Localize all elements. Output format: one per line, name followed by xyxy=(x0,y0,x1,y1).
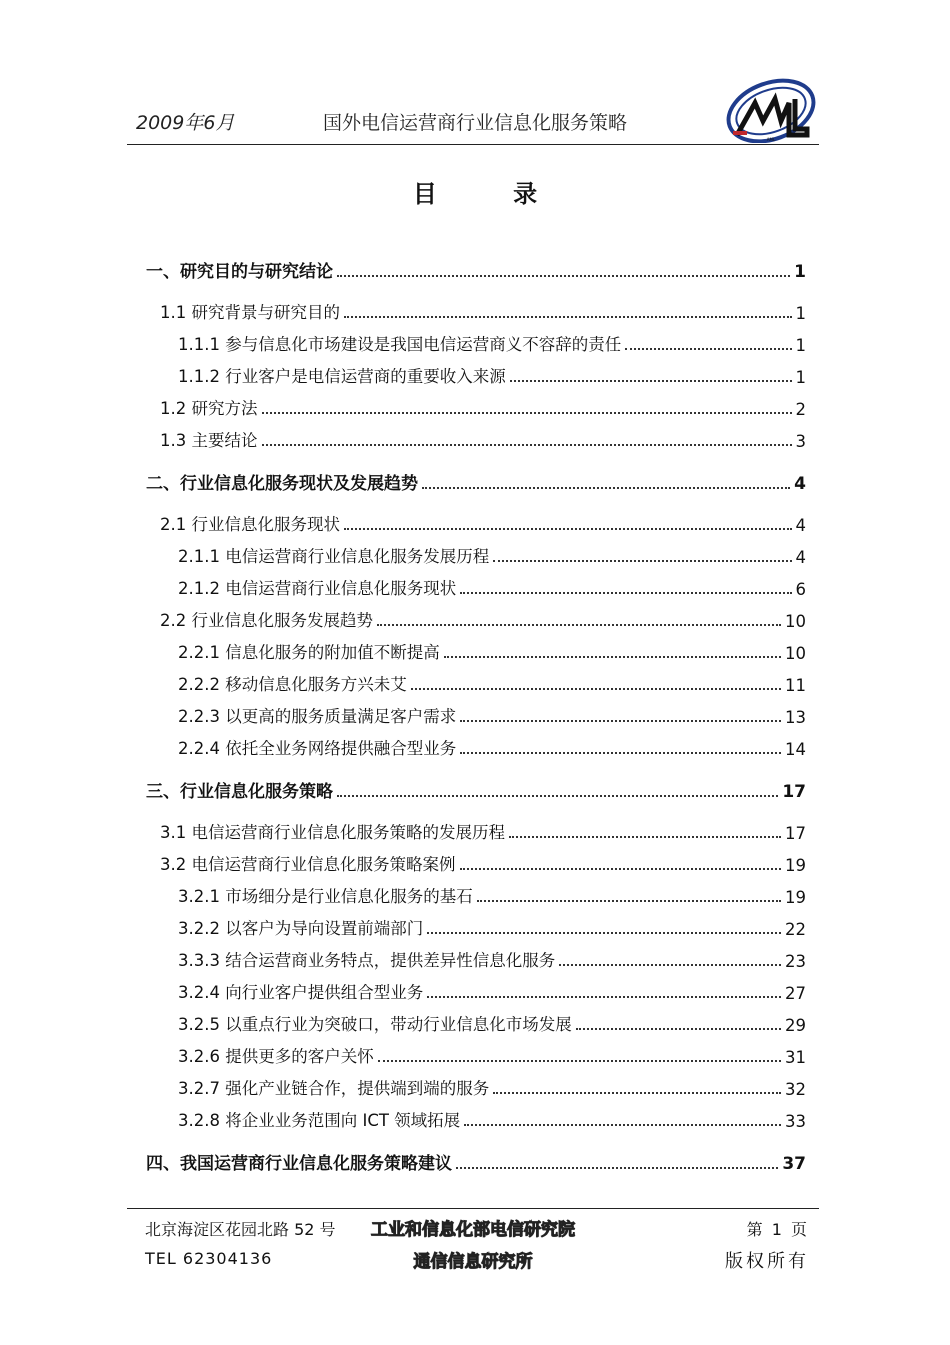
toc-entry[interactable] xyxy=(146,1105,806,1131)
toc-entry-page: 13 xyxy=(785,708,806,727)
toc-leader-dots xyxy=(477,899,781,902)
toc-entry-page: 10 xyxy=(785,612,806,631)
toc-entry[interactable] xyxy=(146,1009,806,1035)
toc-entry-label: 2.1.1 电信运营商行业信息化服务发展历程 xyxy=(178,547,490,566)
toc-entry-page: 22 xyxy=(785,920,806,939)
toc-leader-dots xyxy=(510,379,792,382)
toc-entry-label: 四、我国运营商行业信息化服务策略建议 xyxy=(146,1154,452,1174)
toc-entry[interactable] xyxy=(146,1148,806,1174)
toc-leader-dots xyxy=(337,274,790,277)
toc-entry-label: 3.2.1 市场细分是行业信息化服务的基石 xyxy=(178,887,473,906)
toc-entry-label: 3.2.8 将企业业务范围向 ICT 领域拓展 xyxy=(178,1111,461,1130)
toc-entry-label: 三、行业信息化服务策略 xyxy=(146,782,333,802)
toc-entry[interactable] xyxy=(146,945,806,971)
toc-entry-page: 4 xyxy=(795,548,806,567)
toc-entry[interactable] xyxy=(146,1041,806,1067)
toc-entry-page: 10 xyxy=(785,644,806,663)
toc-entry-label: 3.2 电信运营商行业信息化服务策略案例 xyxy=(160,855,456,874)
footer-page-number: 第 1 页 xyxy=(746,1220,809,1239)
toc-entry-page: 33 xyxy=(785,1112,806,1131)
toc-entry-page: 17 xyxy=(782,782,806,802)
toc-entry-page: 1 xyxy=(795,336,806,355)
toc-entry[interactable] xyxy=(146,361,806,387)
toc-entry-page: 37 xyxy=(782,1154,806,1174)
toc-entry[interactable] xyxy=(146,605,806,631)
footer-copyright: 版权所有 xyxy=(725,1251,809,1272)
toc-entry-page: 4 xyxy=(794,474,806,494)
toc-entry[interactable] xyxy=(146,913,806,939)
toc-entry-page: 32 xyxy=(785,1080,806,1099)
logo-text: AML xyxy=(766,137,776,142)
toc-entry-label: 2.2.4 依托全业务网络提供融合型业务 xyxy=(178,739,457,758)
toc-leader-dots xyxy=(576,1027,781,1030)
toc-entry[interactable] xyxy=(146,881,806,907)
toc-entry-label: 1.2 研究方法 xyxy=(160,399,258,418)
toc-entry[interactable] xyxy=(146,468,806,494)
toc-leader-dots xyxy=(422,486,790,489)
toc-entry-page: 19 xyxy=(785,856,806,875)
toc-entry[interactable] xyxy=(146,256,806,282)
toc-entry[interactable] xyxy=(146,817,806,843)
page-header xyxy=(127,75,819,145)
toc-entry[interactable] xyxy=(146,393,806,419)
toc-leader-dots xyxy=(493,559,791,562)
toc-entry-label: 1.1.2 行业客户是电信运营商的重要收入来源 xyxy=(178,367,506,386)
toc-leader-dots xyxy=(460,591,791,594)
header-title: 国外电信运营商行业信息化服务策略 xyxy=(323,112,628,134)
header-date: 2009年6月 xyxy=(136,112,235,134)
toc-entry-label: 2.1 行业信息化服务现状 xyxy=(160,515,340,534)
footer-tel: TEL 62304136 xyxy=(145,1249,273,1268)
toc-leader-dots xyxy=(464,1123,781,1126)
toc-leader-dots xyxy=(427,931,781,934)
toc-leader-dots xyxy=(262,443,792,446)
toc-entry[interactable] xyxy=(146,977,806,1003)
toc-entry-page: 14 xyxy=(785,740,806,759)
toc-entry-label: 1.1.1 参与信息化市场建设是我国电信运营商义不容辞的责任 xyxy=(178,335,622,354)
toc-title: 目 录 xyxy=(412,180,572,208)
toc-leader-dots xyxy=(337,794,778,797)
toc-entry-page: 4 xyxy=(795,516,806,535)
toc-leader-dots xyxy=(559,963,781,966)
toc-entry-label: 3.2.2 以客户为导向设置前端部门 xyxy=(178,919,424,938)
toc-entry[interactable] xyxy=(146,701,806,727)
toc-entry-label: 3.3.3 结合运营商业务特点，提供差异性信息化服务 xyxy=(178,951,556,970)
toc-entry-page: 23 xyxy=(785,952,806,971)
toc-entry[interactable] xyxy=(146,573,806,599)
toc-entry-page: 2 xyxy=(795,400,806,419)
toc-entry-label: 一、研究目的与研究结论 xyxy=(146,262,333,282)
toc-leader-dots xyxy=(344,527,792,530)
toc-entry-label: 2.2 行业信息化服务发展趋势 xyxy=(160,611,373,630)
toc-entry[interactable] xyxy=(146,669,806,695)
toc-entry[interactable] xyxy=(146,425,806,451)
toc-entry-page: 6 xyxy=(795,580,806,599)
toc-entry[interactable] xyxy=(146,329,806,355)
toc-leader-dots xyxy=(444,655,781,658)
toc-entry-page: 3 xyxy=(795,432,806,451)
toc-entry-label: 二、行业信息化服务现状及发展趋势 xyxy=(146,474,418,494)
toc-entry-label: 1.1 研究背景与研究目的 xyxy=(160,303,340,322)
toc-entry-label: 3.2.4 向行业客户提供组合型业务 xyxy=(178,983,424,1002)
page-footer xyxy=(127,1208,819,1279)
toc-entry-label: 2.2.3 以更高的服务质量满足客户需求 xyxy=(178,707,457,726)
toc-entry-page: 27 xyxy=(785,984,806,1003)
toc-leader-dots xyxy=(460,719,781,722)
institute-logo xyxy=(723,77,819,143)
toc-leader-dots xyxy=(344,315,792,318)
toc-leader-dots xyxy=(460,867,782,870)
toc-entry-label: 3.2.5 以重点行业为突破口，带动行业信息化市场发展 xyxy=(178,1015,572,1034)
toc-entry-label: 2.1.2 电信运营商行业信息化服务现状 xyxy=(178,579,457,598)
toc-entry[interactable] xyxy=(146,509,806,535)
toc-leader-dots xyxy=(625,347,791,350)
toc-entry[interactable] xyxy=(146,776,806,802)
toc-entry-label: 3.2.6 提供更多的客户关怀 xyxy=(178,1047,374,1066)
footer-address: 北京海淀区花园北路 52 号 xyxy=(145,1220,336,1239)
footer-institute: 工业和信息化部电信研究院 xyxy=(371,1220,575,1240)
toc-entry[interactable] xyxy=(146,637,806,663)
toc-entry-page: 19 xyxy=(785,888,806,907)
toc-entry-page: 11 xyxy=(785,676,806,695)
toc-entry-label: 2.2.2 移动信息化服务方兴未艾 xyxy=(178,675,407,694)
toc-leader-dots xyxy=(460,751,781,754)
toc-entry-page: 29 xyxy=(785,1016,806,1035)
toc-entry-page: 1 xyxy=(795,304,806,323)
toc-entry[interactable] xyxy=(146,849,806,875)
toc-entry-label: 1.3 主要结论 xyxy=(160,431,258,450)
toc-leader-dots xyxy=(378,1059,781,1062)
toc-leader-dots xyxy=(509,835,781,838)
toc-entry[interactable] xyxy=(146,1073,806,1099)
toc-leader-dots xyxy=(262,411,792,414)
toc-entry-page: 1 xyxy=(794,262,806,282)
toc-leader-dots xyxy=(377,623,781,626)
toc-entry-label: 2.2.1 信息化服务的附加值不断提高 xyxy=(178,643,440,662)
toc-leader-dots xyxy=(427,995,781,998)
toc-leader-dots xyxy=(493,1091,781,1094)
toc-entry-page: 1 xyxy=(795,368,806,387)
toc-entry[interactable] xyxy=(146,733,806,759)
toc-entry-label: 3.2.7 强化产业链合作，提供端到端的服务 xyxy=(178,1079,490,1098)
toc-entry-label: 3.1 电信运营商行业信息化服务策略的发展历程 xyxy=(160,823,505,842)
footer-sub-institute: 通信信息研究所 xyxy=(413,1252,533,1272)
toc-entry-page: 17 xyxy=(785,824,806,843)
toc-leader-dots xyxy=(411,687,781,690)
toc-entry-page: 31 xyxy=(785,1048,806,1067)
toc-entry[interactable] xyxy=(146,297,806,323)
toc-entry[interactable] xyxy=(146,541,806,567)
toc-leader-dots xyxy=(456,1166,778,1169)
